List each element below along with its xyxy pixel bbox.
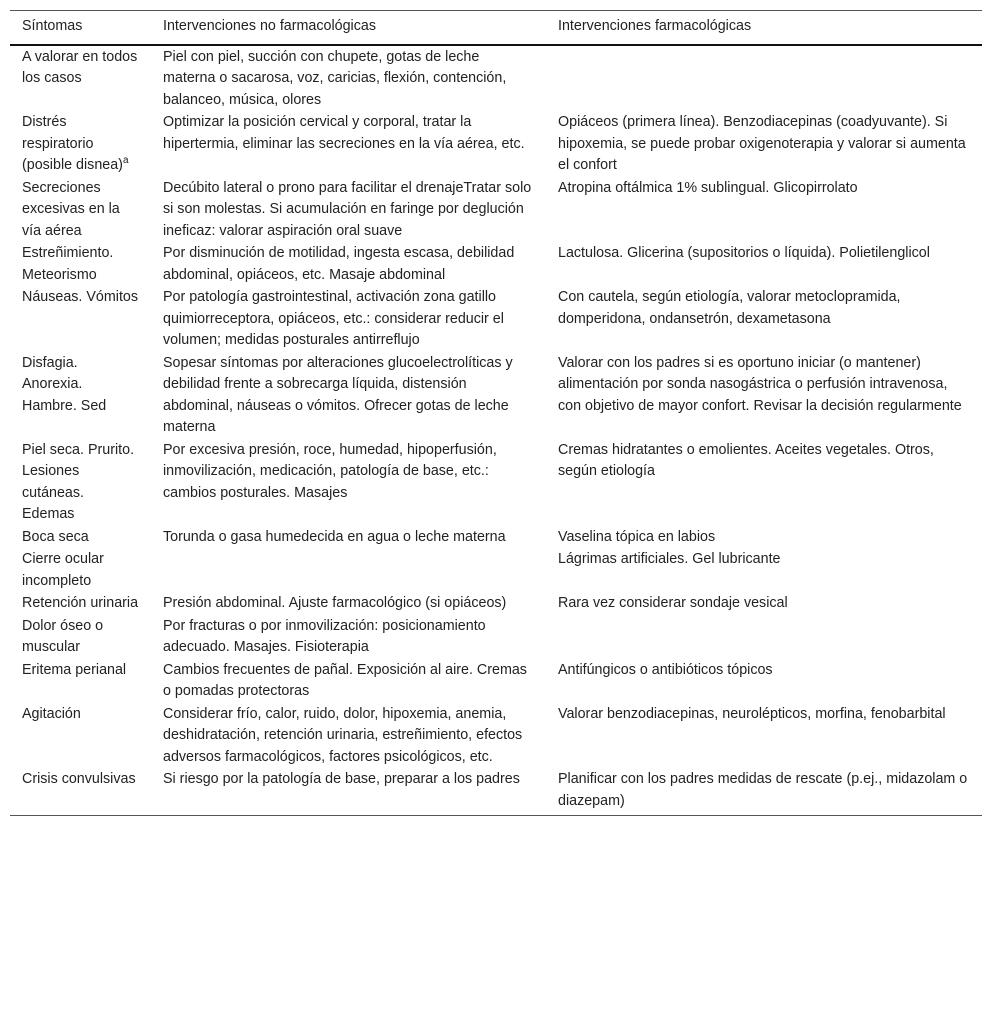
pharmacological-cell (546, 615, 982, 659)
symptom-cell (10, 45, 151, 112)
non-pharmacological-cell: Si riesgo por la patología de base, preparar a los padres (151, 768, 546, 816)
pharmacological-cell: Valorar benzodiacepinas, neurolépticos, morfina, fenobarbital (558, 705, 946, 722)
table-row (10, 703, 982, 769)
symptom-text: Dolor óseo o muscular (22, 617, 104, 655)
table-row (10, 548, 982, 592)
pharmacological-cell: Valorar con los padres si es oportuno iniciar (o mantener) alimentación por sonda nasogástrica o perfusión intravenosa, con objetivo de mayor confort. Revisar la decisión regularmente (558, 354, 962, 414)
non-pharmacological-cell: Piel con piel, succión con chupete, gotas de leche materna o sacarosa, voz, caricias, flexión, contención, balanceo, música, olores (163, 48, 507, 108)
symptom-cell (10, 286, 151, 352)
non-pharmacological-cell: Optimizar la posición cervical y corporal, tratar la hipertermia, eliminar las secreciones en la vía aérea, etc. (163, 114, 525, 152)
non-pharmacological-cell: Decúbito lateral o prono para facilitar el drenajeTratar solo si son molestas. Si acumulación en faringe por deglución ineficaz: valorar aspiración oral suave (163, 179, 532, 239)
symptom-text: Cierre ocular incompleto (22, 551, 104, 589)
pharmacological-cell: Cremas hidratantes o emolientes. Aceites vegetales. Otros, según etiología (558, 441, 934, 479)
table-row (10, 768, 982, 816)
symptom-text: Crisis convulsivas (22, 771, 136, 787)
symptom-text: Agitación (22, 705, 81, 722)
footnote-marker: a (122, 155, 129, 167)
symptom-text: Estreñimiento. Meteorismo (22, 245, 114, 283)
pharmacological-cell: Vaselina tópica en labios (558, 528, 716, 545)
table-row (10, 45, 982, 112)
symptom-text: A valorar en todos los casos (22, 48, 138, 86)
table-row (10, 659, 982, 703)
symptom-text: Disfagia. Anorexia. Hambre. Sed (22, 354, 107, 414)
table-row (10, 177, 982, 243)
header-farmacologicas: Intervenciones farmacológicas (546, 11, 982, 45)
pharmacological-cell: Antifúngicos o antibióticos tópicos (558, 661, 773, 678)
symptom-text: Eritema perianal (22, 661, 127, 678)
non-pharmacological-cell: Presión abdominal. Ajuste farmacológico (si opiáceos) (163, 595, 507, 611)
symptom-text: Secreciones excesivas en la vía aérea (22, 179, 120, 239)
table-row (10, 439, 982, 526)
table-header-row (10, 11, 982, 45)
symptom-cell (10, 592, 151, 615)
table-row (10, 592, 982, 615)
non-pharmacological-cell: Considerar frío, calor, ruido, dolor, hipoxemia, anemia, deshidratación, retención urinaria, estreñimiento, efectos adversos farmacológicos, factores psicológicos, etc. (163, 705, 523, 765)
table-row (10, 242, 982, 286)
table-row (10, 526, 982, 549)
pharmacological-cell: Lactulosa. Glicerina (supositorios o líquida). Polietilenglicol (558, 245, 930, 261)
symptom-text: Piel seca. Prurito. Lesiones cutáneas. Edemas (22, 441, 135, 522)
pharmacological-cell: Planificar con los padres medidas de rescate (p.ej., midazolam o diazepam) (546, 768, 982, 816)
pharmacological-cell (546, 45, 982, 112)
symptom-cell (10, 615, 151, 659)
table-row (10, 111, 982, 177)
symptom-cell (10, 439, 151, 526)
symptom-cell (10, 659, 151, 703)
non-pharmacological-cell: Cambios frecuentes de pañal. Exposición al aire. Cremas o pomadas protectoras (163, 661, 527, 699)
symptom-cell (10, 548, 151, 592)
symptom-cell (10, 177, 151, 243)
symptom-text: Distrés respiratorio (posible disnea) (22, 114, 123, 173)
symptom-cell (10, 526, 151, 549)
symptom-cell (10, 768, 151, 816)
pharmacological-cell: Con cautela, según etiología, valorar metoclopramida, domperidona, ondansetrón, dexametasona (558, 289, 901, 327)
pharmacological-cell: Atropina oftálmica 1% sublingual. Glicopirrolato (558, 179, 858, 196)
symptoms-table (10, 10, 982, 816)
non-pharmacological-cell: Por disminución de motilidad, ingesta escasa, debilidad abdominal, opiáceos, etc. Masaje abdominal (163, 245, 515, 283)
symptom-text: Retención urinaria (22, 595, 139, 611)
symptom-text: Boca seca (22, 528, 89, 545)
symptom-text: Náuseas. Vómitos (22, 289, 139, 305)
symptom-cell (10, 111, 151, 177)
symptom-cell (10, 703, 151, 769)
pharmacological-cell: Rara vez considerar sondaje vesical (558, 595, 788, 611)
non-pharmacological-cell: Por patología gastrointestinal, activación zona gatillo quimiorreceptora, opiáceos, etc.: considerar reducir el volumen; medidas posturales antirreflujo (163, 289, 504, 348)
symptom-cell (10, 242, 151, 286)
non-pharmacological-cell: Por fracturas o por inmovilización: posicionamiento adecuado. Masajes. Fisioterapia (163, 617, 486, 655)
symptom-cell (10, 352, 151, 439)
pharmacological-cell: Lágrimas artificiales. Gel lubricante (558, 551, 781, 567)
non-pharmacological-cell: Sopesar síntomas por alteraciones glucoelectrolíticas y debilidad frente a sobrecarga líquida, distensión abdominal, náuseas o vómitos. Ofrecer gotas de leche materna (163, 354, 513, 435)
non-pharmacological-cell: Torunda o gasa humedecida en agua o leche materna (163, 528, 506, 545)
non-pharmacological-cell (151, 548, 546, 592)
pharmacological-cell: Opiáceos (primera línea). Benzodiacepinas (coadyuvante). Si hipoxemia, se puede probar oxigenoterapia y valorar si aumenta el confort (558, 114, 966, 173)
header-no-farmacologicas: Intervenciones no farmacológicas (151, 11, 546, 45)
header-sintomas: Síntomas (10, 11, 151, 45)
table-row (10, 286, 982, 352)
table-row (10, 615, 982, 659)
table-row (10, 352, 982, 439)
non-pharmacological-cell: Por excesiva presión, roce, humedad, hipoperfusión, inmovilización, medicación, patología de base, etc.: cambios posturales. Masajes (163, 441, 497, 501)
